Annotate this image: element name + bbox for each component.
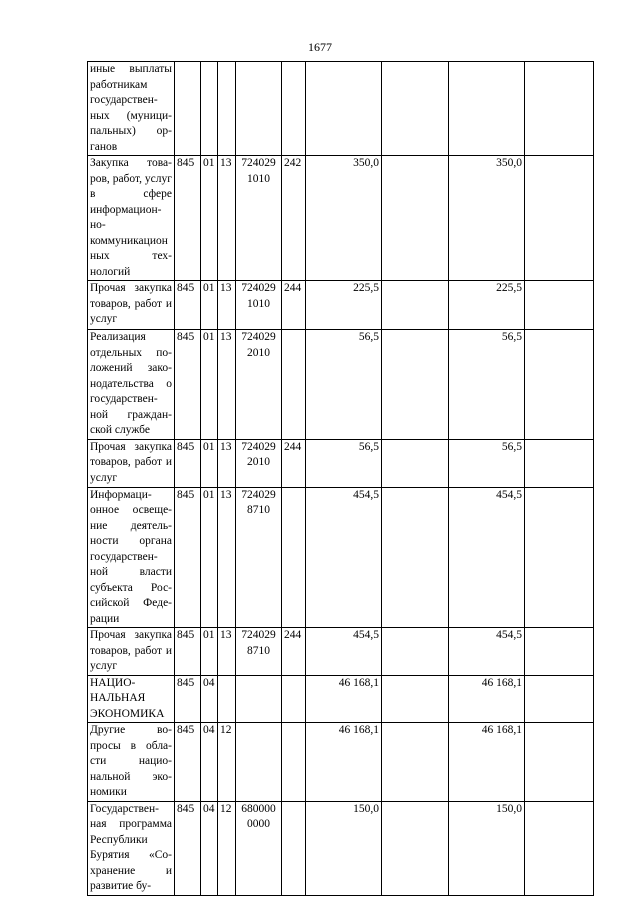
row-sum-2	[382, 628, 449, 676]
row-sum-4	[525, 439, 594, 487]
row-sum-4	[525, 62, 594, 156]
row-sum-2	[382, 487, 449, 628]
row-csr: 724029 2010	[236, 330, 282, 440]
row-vr	[282, 330, 306, 440]
row-sum-1	[306, 62, 382, 156]
row-sum-2	[382, 156, 449, 281]
row-pr: 13	[218, 487, 236, 628]
row-sum-3: 46 168,1	[449, 675, 525, 723]
row-sum-4	[525, 156, 594, 281]
table-row	[88, 62, 594, 156]
row-sum-4	[525, 675, 594, 723]
row-pr: 13	[218, 156, 236, 281]
row-gr: 845	[175, 281, 201, 330]
row-sum-2	[382, 330, 449, 440]
row-pr	[218, 62, 236, 156]
row-sum-3: 56,5	[449, 330, 525, 440]
row-sum-2	[382, 62, 449, 156]
row-sum-1: 56,5	[306, 330, 382, 440]
row-pr: 13	[218, 330, 236, 440]
row-vr	[282, 675, 306, 723]
row-name: Реализация отдельных по-ложений зако-нодательства о государствен-ной граждан-ской службе	[88, 330, 175, 440]
row-sum-3: 454,5	[449, 628, 525, 676]
row-pr: 13	[218, 281, 236, 330]
row-csr: 724029 1010	[236, 281, 282, 330]
row-vr	[282, 723, 306, 802]
row-csr: 724029 2010	[236, 439, 282, 487]
row-gr: 845	[175, 330, 201, 440]
row-sum-2	[382, 675, 449, 723]
row-csr: 680000 0000	[236, 801, 282, 895]
row-sum-4	[525, 487, 594, 628]
row-vr	[282, 801, 306, 895]
row-name: Прочая закупка товаров, работ и услуг	[88, 281, 175, 330]
row-pr: 13	[218, 439, 236, 487]
table-row	[88, 487, 594, 628]
page-number: 1677	[308, 40, 332, 54]
row-sum-1: 454,5	[306, 628, 382, 676]
row-name: Государствен-ная программа Республики Бурятия «Со-хранение и развитие бу-	[88, 801, 175, 895]
row-csr: 724029 8710	[236, 628, 282, 676]
table-row	[88, 439, 594, 487]
row-name: Другие во-просы в обла-сти нацио-нальной эко-номики	[88, 723, 175, 802]
table-row	[88, 675, 594, 723]
row-sum-1: 350,0	[306, 156, 382, 281]
row-vr	[282, 62, 306, 156]
row-name: НАЦИО-НАЛЬНАЯ ЭКОНОМИКА	[88, 675, 175, 723]
table-row	[88, 628, 594, 676]
row-gr: 845	[175, 156, 201, 281]
row-name: иные выплаты работникам государствен-ных (муници-пальных) ор-ганов	[88, 62, 175, 156]
row-sum-1: 225,5	[306, 281, 382, 330]
row-rz: 01	[201, 628, 218, 676]
row-name: Прочая закупка товаров, работ и услуг	[88, 628, 175, 676]
row-rz: 01	[201, 487, 218, 628]
table-row	[88, 330, 594, 440]
row-vr: 244	[282, 281, 306, 330]
row-sum-2	[382, 801, 449, 895]
row-vr	[282, 487, 306, 628]
row-gr: 845	[175, 675, 201, 723]
row-gr	[175, 62, 201, 156]
row-sum-1: 56,5	[306, 439, 382, 487]
row-sum-4	[525, 628, 594, 676]
row-pr	[218, 675, 236, 723]
row-pr: 13	[218, 628, 236, 676]
row-pr: 12	[218, 801, 236, 895]
row-gr: 845	[175, 439, 201, 487]
row-name: Прочая закупка товаров, работ и услуг	[88, 439, 175, 487]
row-sum-4	[525, 330, 594, 440]
row-rz: 01	[201, 330, 218, 440]
row-vr: 244	[282, 628, 306, 676]
row-sum-3	[449, 62, 525, 156]
row-sum-1: 150,0	[306, 801, 382, 895]
row-csr: 724029 8710	[236, 487, 282, 628]
row-rz: 01	[201, 439, 218, 487]
row-sum-3: 350,0	[449, 156, 525, 281]
row-gr: 845	[175, 801, 201, 895]
row-name: Информаци-онное освеще-ние деятель-ности органа государствен-ной власти субъекта Рос-сийской Феде-рации	[88, 487, 175, 628]
table-row	[88, 156, 594, 281]
table-row	[88, 801, 594, 895]
row-rz	[201, 62, 218, 156]
row-rz: 01	[201, 156, 218, 281]
row-sum-4	[525, 281, 594, 330]
table-row	[88, 723, 594, 802]
row-csr	[236, 675, 282, 723]
row-sum-3: 46 168,1	[449, 723, 525, 802]
row-sum-4	[525, 723, 594, 802]
row-csr: 724029 1010	[236, 156, 282, 281]
row-sum-3: 454,5	[449, 487, 525, 628]
row-vr: 244	[282, 439, 306, 487]
row-csr	[236, 723, 282, 802]
row-sum-3: 56,5	[449, 439, 525, 487]
row-csr	[236, 62, 282, 156]
row-pr: 12	[218, 723, 236, 802]
row-gr: 845	[175, 628, 201, 676]
row-name: Закупка това-ров, работ, услуг в сфере информацион-но-коммуникационных тех-нологий	[88, 156, 175, 281]
row-sum-1: 46 168,1	[306, 723, 382, 802]
table-row	[88, 281, 594, 330]
row-sum-2	[382, 281, 449, 330]
row-rz: 01	[201, 281, 218, 330]
row-sum-3: 150,0	[449, 801, 525, 895]
row-sum-2	[382, 723, 449, 802]
row-rz: 04	[201, 801, 218, 895]
row-sum-2	[382, 439, 449, 487]
row-gr: 845	[175, 723, 201, 802]
row-rz: 04	[201, 675, 218, 723]
row-sum-3: 225,5	[449, 281, 525, 330]
row-sum-4	[525, 801, 594, 895]
row-sum-1: 46 168,1	[306, 675, 382, 723]
row-rz: 04	[201, 723, 218, 802]
budget-table	[87, 61, 594, 896]
row-vr: 242	[282, 156, 306, 281]
row-gr: 845	[175, 487, 201, 628]
row-sum-1: 454,5	[306, 487, 382, 628]
